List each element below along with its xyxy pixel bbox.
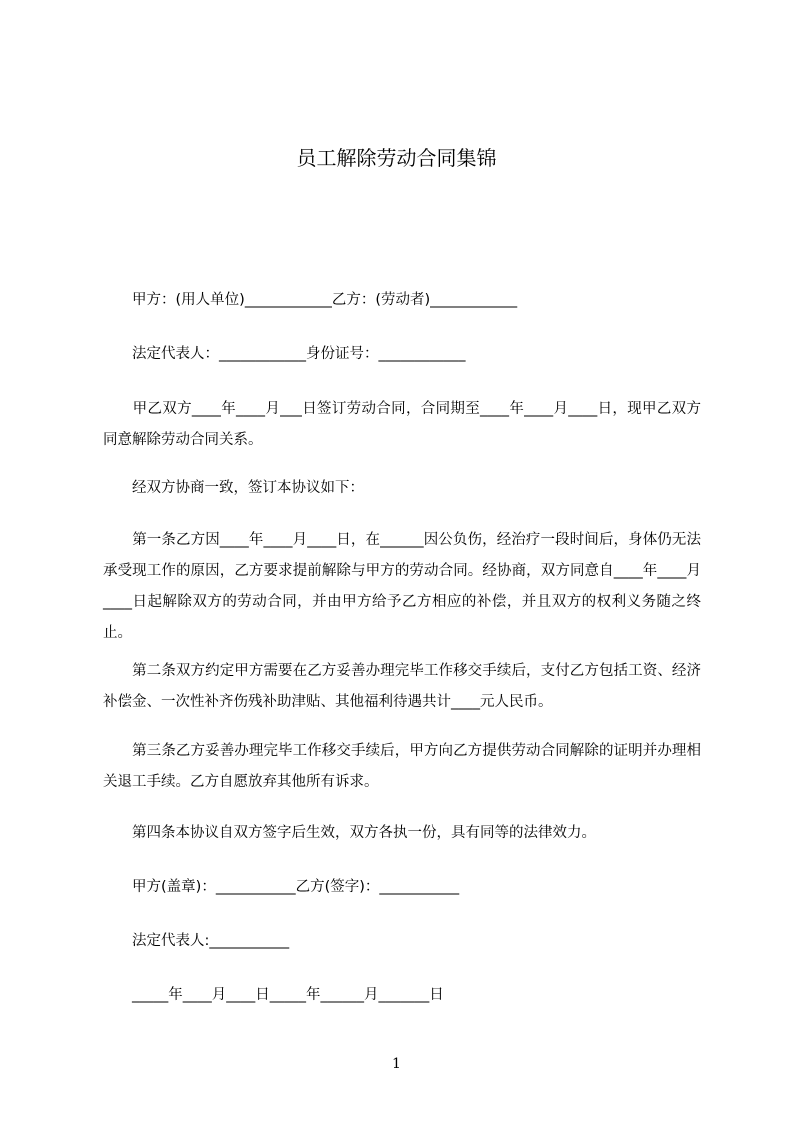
intro-paragraph: 甲乙双方____年____月___日签订劳动合同，合同期至____年____月____日，现甲乙双方同意解除劳动合同关系。	[103, 401, 701, 448]
article-1: 第一条乙方因____年____月____日，在______因公负伤，经治疗一段时间后，身体仍无法承受现工作的原因，乙方要求提前解除与甲方的劳动合同。经协商，双方同意自____年____月____日起解除双方的劳动合同，并由甲方给予乙方相应的补偿，并且双方的权利义务随之终止。	[103, 532, 701, 641]
page-number: 1	[392, 1056, 401, 1072]
date-line: _____年____月____日_____年______月_______日	[103, 987, 444, 1003]
page-title: 员工解除劳动合同集锦	[296, 146, 497, 170]
signature-line: 甲方(盖章)：___________乙方(签字)：___________	[103, 879, 460, 895]
article-4: 第四条本协议自双方签字后生效，双方各执一份，具有同等的法律效力。	[103, 825, 596, 841]
signature-representative-line: 法定代表人:___________	[103, 933, 290, 949]
representative-line: 法定代表人：____________身份证号：____________	[103, 346, 466, 362]
article-2: 第二条双方约定甲方需要在乙方妥善办理完毕工作移交手续后，支付乙方包括工资、经济补偿金、一次性补齐伤残补助津贴、其他福利待遇共计____元人民币。	[103, 663, 701, 710]
article-3: 第三条乙方妥善办理完毕工作移交手续后，甲方向乙方提供劳动合同解除的证明并办理相关退工手续。乙方自愿放弃其他所有诉求。	[103, 743, 701, 790]
consensus-line: 经双方协商一致，签订本协议如下：	[103, 480, 364, 496]
parties-line: 甲方：(用人单位)____________乙方：(劳动者)____________	[103, 292, 518, 308]
